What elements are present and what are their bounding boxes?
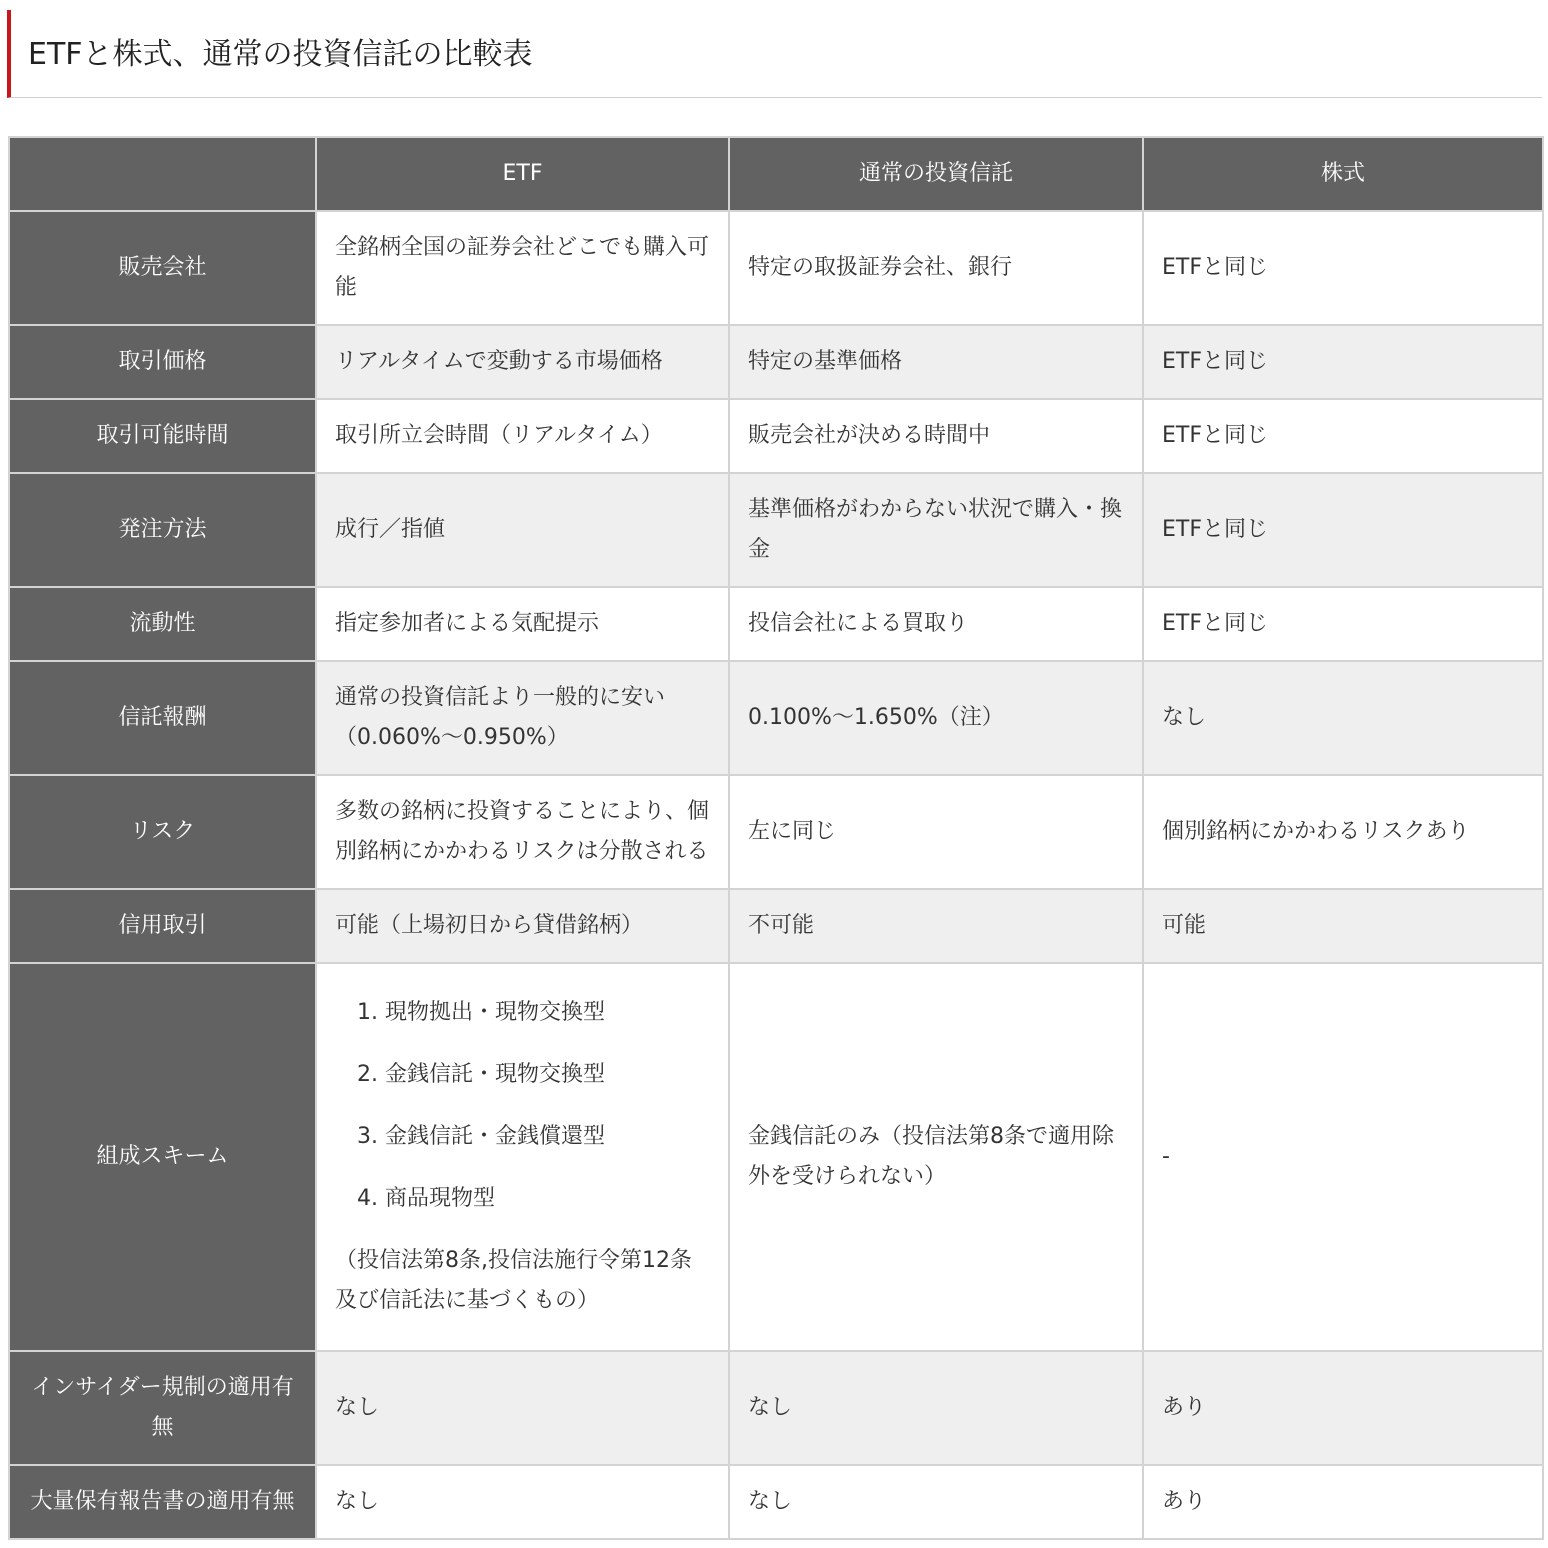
cell-etf: 通常の投資信託より一般的に安い（0.060%～0.950%）	[316, 661, 729, 775]
cell-fund: なし	[729, 1465, 1143, 1539]
cell-fund: なし	[729, 1351, 1143, 1465]
row-label: 取引価格	[9, 325, 316, 399]
section-heading	[7, 10, 1542, 98]
cell-fund: 0.100%～1.650%（注）	[729, 661, 1143, 775]
table-row	[9, 325, 1543, 399]
cell-fund: 特定の取扱証券会社、銀行	[729, 211, 1143, 325]
cell-etf: 指定参加者による気配提示	[316, 587, 729, 661]
table-row	[9, 1351, 1543, 1465]
list-item: 2. 金銭信託・現物交換型	[357, 1062, 605, 1087]
cell-etf: リアルタイムで変動する市場価格	[316, 325, 729, 399]
cell-fund: 金銭信託のみ（投信法第8条で適用除外を受けられない）	[729, 963, 1143, 1351]
table-header-row	[9, 137, 1543, 211]
cell-stock: 可能	[1143, 889, 1543, 963]
cell-etf: 可能（上場初日から貸借銘柄）	[316, 889, 729, 963]
cell-fund: 基準価格がわからない状況で購入・換金	[729, 473, 1143, 587]
cell-etf	[316, 963, 729, 1351]
cell-etf: 取引所立会時間（リアルタイム）	[316, 399, 729, 473]
cell-stock: ETFと同じ	[1143, 211, 1543, 325]
row-label: リスク	[9, 775, 316, 889]
list-item: 3. 金銭信託・金銭償還型	[357, 1124, 605, 1149]
cell-etf: 成行／指値	[316, 473, 729, 587]
row-label: 販売会社	[9, 211, 316, 325]
page-title: ETFと株式、通常の投資信託の比較表	[28, 37, 533, 72]
row-label: インサイダー規制の適用有無	[9, 1351, 316, 1465]
cell-stock: あり	[1143, 1351, 1543, 1465]
cell-stock: ETFと同じ	[1143, 325, 1543, 399]
table-row	[9, 211, 1543, 325]
cell-stock: ETFと同じ	[1143, 473, 1543, 587]
cell-stock: ETFと同じ	[1143, 587, 1543, 661]
table-row	[9, 775, 1543, 889]
table-row	[9, 587, 1543, 661]
table-row	[9, 963, 1543, 1351]
header-stock: 株式	[1143, 137, 1543, 211]
cell-etf: なし	[316, 1351, 729, 1465]
header-corner	[9, 137, 316, 211]
table-row	[9, 1465, 1543, 1539]
cell-stock: あり	[1143, 1465, 1543, 1539]
scheme-note: （投信法第8条,投信法施行令第12条及び信託法に基づくもの）	[335, 1248, 692, 1313]
row-label: 流動性	[9, 587, 316, 661]
cell-stock: ETFと同じ	[1143, 399, 1543, 473]
scheme-list	[335, 993, 710, 1219]
cell-etf: なし	[316, 1465, 729, 1539]
table-row	[9, 661, 1543, 775]
list-item: 1. 現物拠出・現物交換型	[357, 1000, 605, 1025]
table-row	[9, 399, 1543, 473]
row-label: 信用取引	[9, 889, 316, 963]
cell-etf: 全銘柄全国の証券会社どこでも購入可能	[316, 211, 729, 325]
cell-fund: 特定の基準価格	[729, 325, 1143, 399]
cell-stock: なし	[1143, 661, 1543, 775]
cell-stock: -	[1143, 963, 1543, 1351]
cell-fund: 不可能	[729, 889, 1143, 963]
row-label: 大量保有報告書の適用有無	[9, 1465, 316, 1539]
table-row	[9, 889, 1543, 963]
header-etf: ETF	[316, 137, 729, 211]
cell-fund: 左に同じ	[729, 775, 1143, 889]
row-label: 発注方法	[9, 473, 316, 587]
cell-fund: 投信会社による買取り	[729, 587, 1143, 661]
list-item: 4. 商品現物型	[357, 1186, 495, 1211]
row-label: 信託報酬	[9, 661, 316, 775]
header-fund: 通常の投資信託	[729, 137, 1143, 211]
table-row	[9, 473, 1543, 587]
cell-etf: 多数の銘柄に投資することにより、個別銘柄にかかわるリスクは分散される	[316, 775, 729, 889]
row-label: 取引可能時間	[9, 399, 316, 473]
cell-stock: 個別銘柄にかかわるリスクあり	[1143, 775, 1543, 889]
cell-fund: 販売会社が決める時間中	[729, 399, 1143, 473]
comparison-table	[8, 136, 1544, 1540]
row-label: 組成スキーム	[9, 963, 316, 1351]
